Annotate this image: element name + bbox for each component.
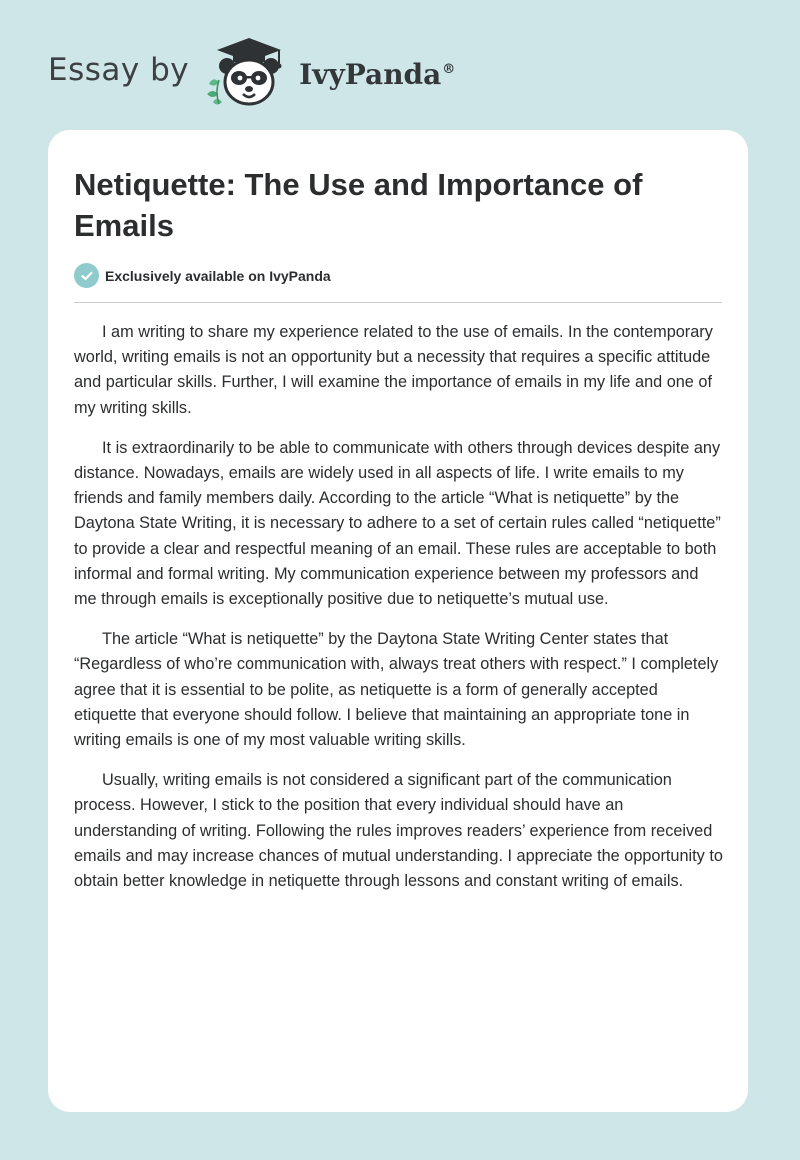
paragraph: It is extraordinarily to be able to communicate with others through devices despite any distance. Nowadays, emails are widely used in all aspects of life. I write emails to my friends and family members daily. According to the article “What is netiquette” by the Daytona State Writing, it is necessary to adhere to a set of certain rules called “netiquette” to provide a clear and respectful meaning of an email. These rules are acceptable to both informal and formal writing. My communication experience between my professors and me through emails is exceptionally positive due to netiquette’s mutual use. bbox=[74, 438, 721, 609]
panda-graduate-icon bbox=[203, 36, 295, 108]
brand-name[interactable]: IvyPanda® bbox=[299, 57, 456, 91]
exclusive-badge bbox=[74, 263, 331, 288]
essay-title: Netiquette: The Use and Importance of Emails bbox=[74, 167, 643, 243]
essay-card bbox=[48, 130, 748, 1112]
paragraph: I am writing to share my experience related to the use of emails. In the contemporary world, writing emails is not an opportunity but a necessity that requires a specific attitude and particular skills. Further, I will examine the importance of emails in my life and one of my writing skills. bbox=[74, 323, 713, 417]
essay-by-label: Essay by bbox=[48, 52, 190, 88]
title-divider bbox=[74, 302, 722, 303]
paragraph: Usually, writing emails is not considered a significant part of the communication process. However, I stick to the position that every individual should have an understanding of writing. Following the rules improves readers’ experience from received emails and may increase chances of mutual understanding. I appreciate the opportunity to obtain better knowledge in netiquette through lessons and constant writing of emails. bbox=[74, 771, 723, 891]
paragraph: The article “What is netiquette” by the Daytona State Writing Center states that “Regardless of who’re communication with, always treat others with respect.” I completely agree that it is essential to be polite, as netiquette is a form of generally accepted etiquette that everyone should follow. I believe that maintaining an appropriate tone in writing emails is one of my most valuable writing skills. bbox=[74, 630, 719, 750]
check-circle-icon bbox=[74, 263, 99, 288]
registered-mark: ® bbox=[442, 62, 456, 78]
essay-body bbox=[74, 320, 724, 909]
site-header bbox=[48, 36, 455, 108]
badge-label: Exclusively available on IvyPanda bbox=[105, 267, 331, 284]
